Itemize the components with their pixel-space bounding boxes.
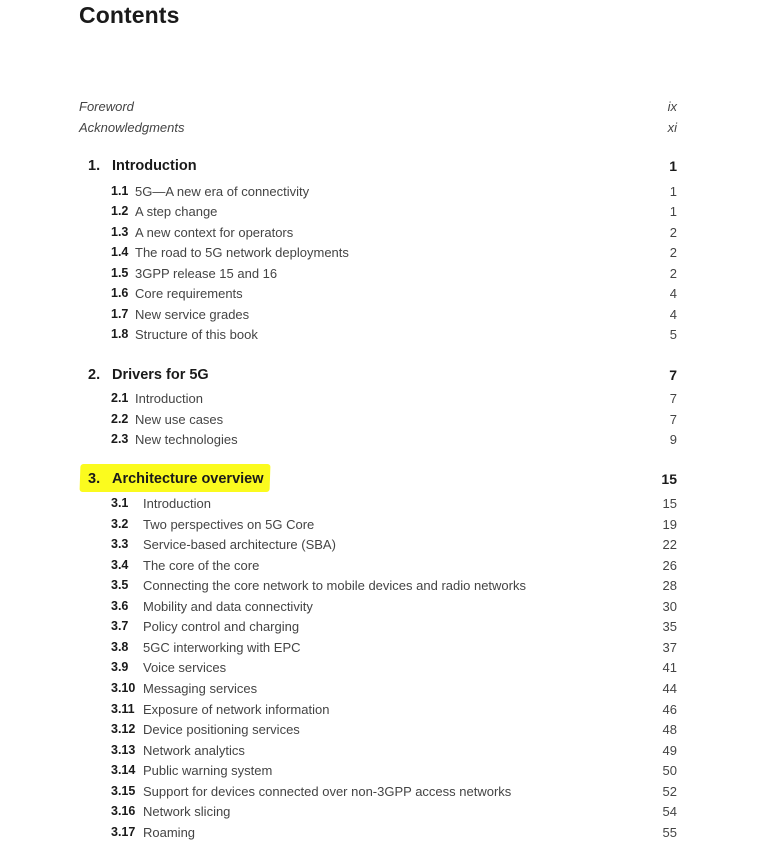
section-number: 2.2 bbox=[111, 412, 129, 426]
toc-section[interactable] bbox=[0, 660, 761, 680]
section-page: 37 bbox=[662, 640, 677, 655]
section-number: 1.5 bbox=[111, 266, 129, 280]
section-title: Network analytics bbox=[143, 743, 245, 758]
section-page: 35 bbox=[662, 619, 677, 634]
section-page: 4 bbox=[669, 307, 677, 322]
section-title: New technologies bbox=[135, 432, 238, 447]
section-page: 54 bbox=[662, 804, 677, 819]
section-title: 3GPP release 15 and 16 bbox=[135, 266, 278, 281]
section-page: 49 bbox=[662, 743, 677, 758]
section-page: 50 bbox=[662, 763, 677, 778]
section-title: Structure of this book bbox=[135, 327, 258, 342]
section-number: 1.6 bbox=[111, 286, 129, 300]
toc-section[interactable] bbox=[0, 286, 761, 306]
section-number: 3.2 bbox=[111, 517, 129, 531]
section-page: 55 bbox=[662, 825, 677, 840]
section-page: 1 bbox=[669, 204, 677, 219]
toc-section[interactable] bbox=[0, 784, 761, 804]
section-title: Introduction bbox=[135, 391, 203, 406]
section-number: 1.7 bbox=[111, 307, 129, 321]
chapter-page: 15 bbox=[661, 471, 677, 487]
section-title: Public warning system bbox=[143, 763, 273, 778]
toc-chapter-2[interactable] bbox=[0, 367, 761, 387]
section-number: 3.3 bbox=[111, 537, 129, 551]
section-page: 46 bbox=[662, 702, 677, 717]
section-number: 3.17 bbox=[111, 825, 136, 839]
section-title: The road to 5G network deployments bbox=[135, 245, 349, 260]
section-number: 3.8 bbox=[111, 640, 129, 654]
chapter-page: 1 bbox=[669, 158, 677, 174]
chapter-page: 7 bbox=[669, 367, 677, 383]
toc-section[interactable] bbox=[0, 619, 761, 639]
toc-section[interactable] bbox=[0, 245, 761, 265]
section-page: 48 bbox=[662, 722, 677, 737]
section-page: 44 bbox=[662, 681, 677, 696]
section-title: Introduction bbox=[143, 496, 211, 511]
section-title: Core requirements bbox=[135, 286, 243, 301]
section-number: 1.4 bbox=[111, 245, 129, 259]
section-title: Exposure of network information bbox=[143, 702, 330, 717]
section-number: 3.16 bbox=[111, 804, 136, 818]
chapter-number: 1. bbox=[88, 158, 101, 174]
toc-section[interactable] bbox=[0, 681, 761, 701]
toc-section[interactable] bbox=[0, 722, 761, 742]
section-page: 26 bbox=[662, 558, 677, 573]
section-title: New service grades bbox=[135, 307, 250, 322]
section-title: A new context for operators bbox=[135, 225, 294, 240]
chapter-title: Introduction bbox=[112, 158, 197, 174]
section-title: Messaging services bbox=[143, 681, 258, 696]
toc-section[interactable] bbox=[0, 578, 761, 598]
section-title: Service-based architecture (SBA) bbox=[143, 537, 336, 552]
section-page: 22 bbox=[662, 537, 677, 552]
chapter-title: Drivers for 5G bbox=[112, 367, 209, 383]
toc-section[interactable] bbox=[0, 640, 761, 660]
section-number: 3.14 bbox=[111, 763, 136, 777]
section-title: Connecting the core network to mobile devices and radio networks bbox=[143, 578, 526, 593]
toc-section[interactable] bbox=[0, 599, 761, 619]
section-page: 2 bbox=[669, 225, 677, 240]
toc-section[interactable] bbox=[0, 327, 761, 347]
section-page: 2 bbox=[669, 245, 677, 260]
section-number: 3.12 bbox=[111, 722, 136, 736]
section-number: 3.9 bbox=[111, 660, 129, 674]
section-title: 5G—A new era of connectivity bbox=[135, 184, 310, 199]
section-title: Network slicing bbox=[143, 804, 231, 819]
section-number: 1.3 bbox=[111, 225, 129, 239]
toc-section[interactable] bbox=[0, 204, 761, 224]
toc-section[interactable] bbox=[0, 517, 761, 537]
section-title: The core of the core bbox=[143, 558, 260, 573]
page-title: Contents bbox=[79, 2, 180, 28]
toc-entry-title: Foreword bbox=[79, 99, 134, 114]
toc-section[interactable] bbox=[0, 702, 761, 722]
section-number: 3.15 bbox=[111, 784, 136, 798]
toc-front-matter-foreword[interactable] bbox=[0, 99, 761, 119]
chapter-title: Architecture overview bbox=[112, 471, 264, 487]
toc-section[interactable] bbox=[0, 825, 761, 845]
section-page: 4 bbox=[669, 286, 677, 301]
toc-section[interactable] bbox=[0, 184, 761, 204]
chapter-number: 2. bbox=[88, 367, 101, 383]
section-page: 19 bbox=[662, 517, 677, 532]
section-title: 5GC interworking with EPC bbox=[143, 640, 301, 655]
toc-chapter-1[interactable] bbox=[0, 158, 761, 178]
toc-section[interactable] bbox=[0, 804, 761, 824]
toc-section[interactable] bbox=[0, 763, 761, 783]
toc-section[interactable] bbox=[0, 537, 761, 557]
toc-front-matter-acknowledgments[interactable] bbox=[0, 120, 761, 140]
section-page: 7 bbox=[669, 391, 677, 406]
section-number: 3.10 bbox=[111, 681, 136, 695]
section-title: Two perspectives on 5G Core bbox=[143, 517, 315, 532]
toc-section[interactable] bbox=[0, 307, 761, 327]
section-number: 3.1 bbox=[111, 496, 129, 510]
toc-section[interactable] bbox=[0, 412, 761, 432]
section-page: 28 bbox=[662, 578, 677, 593]
toc-section[interactable] bbox=[0, 391, 761, 411]
section-number: 3.5 bbox=[111, 578, 129, 592]
toc-section[interactable] bbox=[0, 225, 761, 245]
section-number: 3.6 bbox=[111, 599, 129, 613]
section-title: New use cases bbox=[135, 412, 224, 427]
section-title: Voice services bbox=[143, 660, 227, 675]
section-number: 3.13 bbox=[111, 743, 136, 757]
toc-section[interactable] bbox=[0, 558, 761, 578]
section-page: 5 bbox=[669, 327, 677, 342]
section-number: 1.2 bbox=[111, 204, 129, 218]
section-page: 52 bbox=[662, 784, 677, 799]
section-title: Roaming bbox=[143, 825, 196, 840]
section-page: 9 bbox=[669, 432, 677, 447]
section-title: Device positioning services bbox=[143, 722, 300, 737]
toc-entry-title: Acknowledgments bbox=[79, 120, 185, 135]
section-number: 3.11 bbox=[111, 702, 135, 716]
section-page: 7 bbox=[669, 412, 677, 427]
section-page: 2 bbox=[669, 266, 677, 281]
section-title: Mobility and data connectivity bbox=[143, 599, 313, 614]
section-title: Support for devices connected over non-3GPP access networks bbox=[143, 784, 512, 799]
section-page: 15 bbox=[662, 496, 677, 511]
section-number: 2.3 bbox=[111, 432, 129, 446]
chapter-number: 3. bbox=[88, 471, 101, 487]
section-number: 3.7 bbox=[111, 619, 129, 633]
section-title: Policy control and charging bbox=[143, 619, 300, 634]
section-number: 3.4 bbox=[111, 558, 129, 572]
section-page: 1 bbox=[669, 184, 677, 199]
toc-entry-page: xi bbox=[667, 120, 677, 135]
section-page: 41 bbox=[662, 660, 677, 675]
toc-chapter-3[interactable] bbox=[0, 471, 761, 491]
section-number: 2.1 bbox=[111, 391, 129, 405]
toc-section[interactable] bbox=[0, 266, 761, 286]
toc-section[interactable] bbox=[0, 743, 761, 763]
section-title: A step change bbox=[135, 204, 218, 219]
toc-section[interactable] bbox=[0, 432, 761, 452]
toc-entry-page: ix bbox=[667, 99, 677, 114]
toc-section[interactable] bbox=[0, 496, 761, 516]
section-number: 1.8 bbox=[111, 327, 129, 341]
section-page: 30 bbox=[662, 599, 677, 614]
section-number: 1.1 bbox=[111, 184, 129, 198]
